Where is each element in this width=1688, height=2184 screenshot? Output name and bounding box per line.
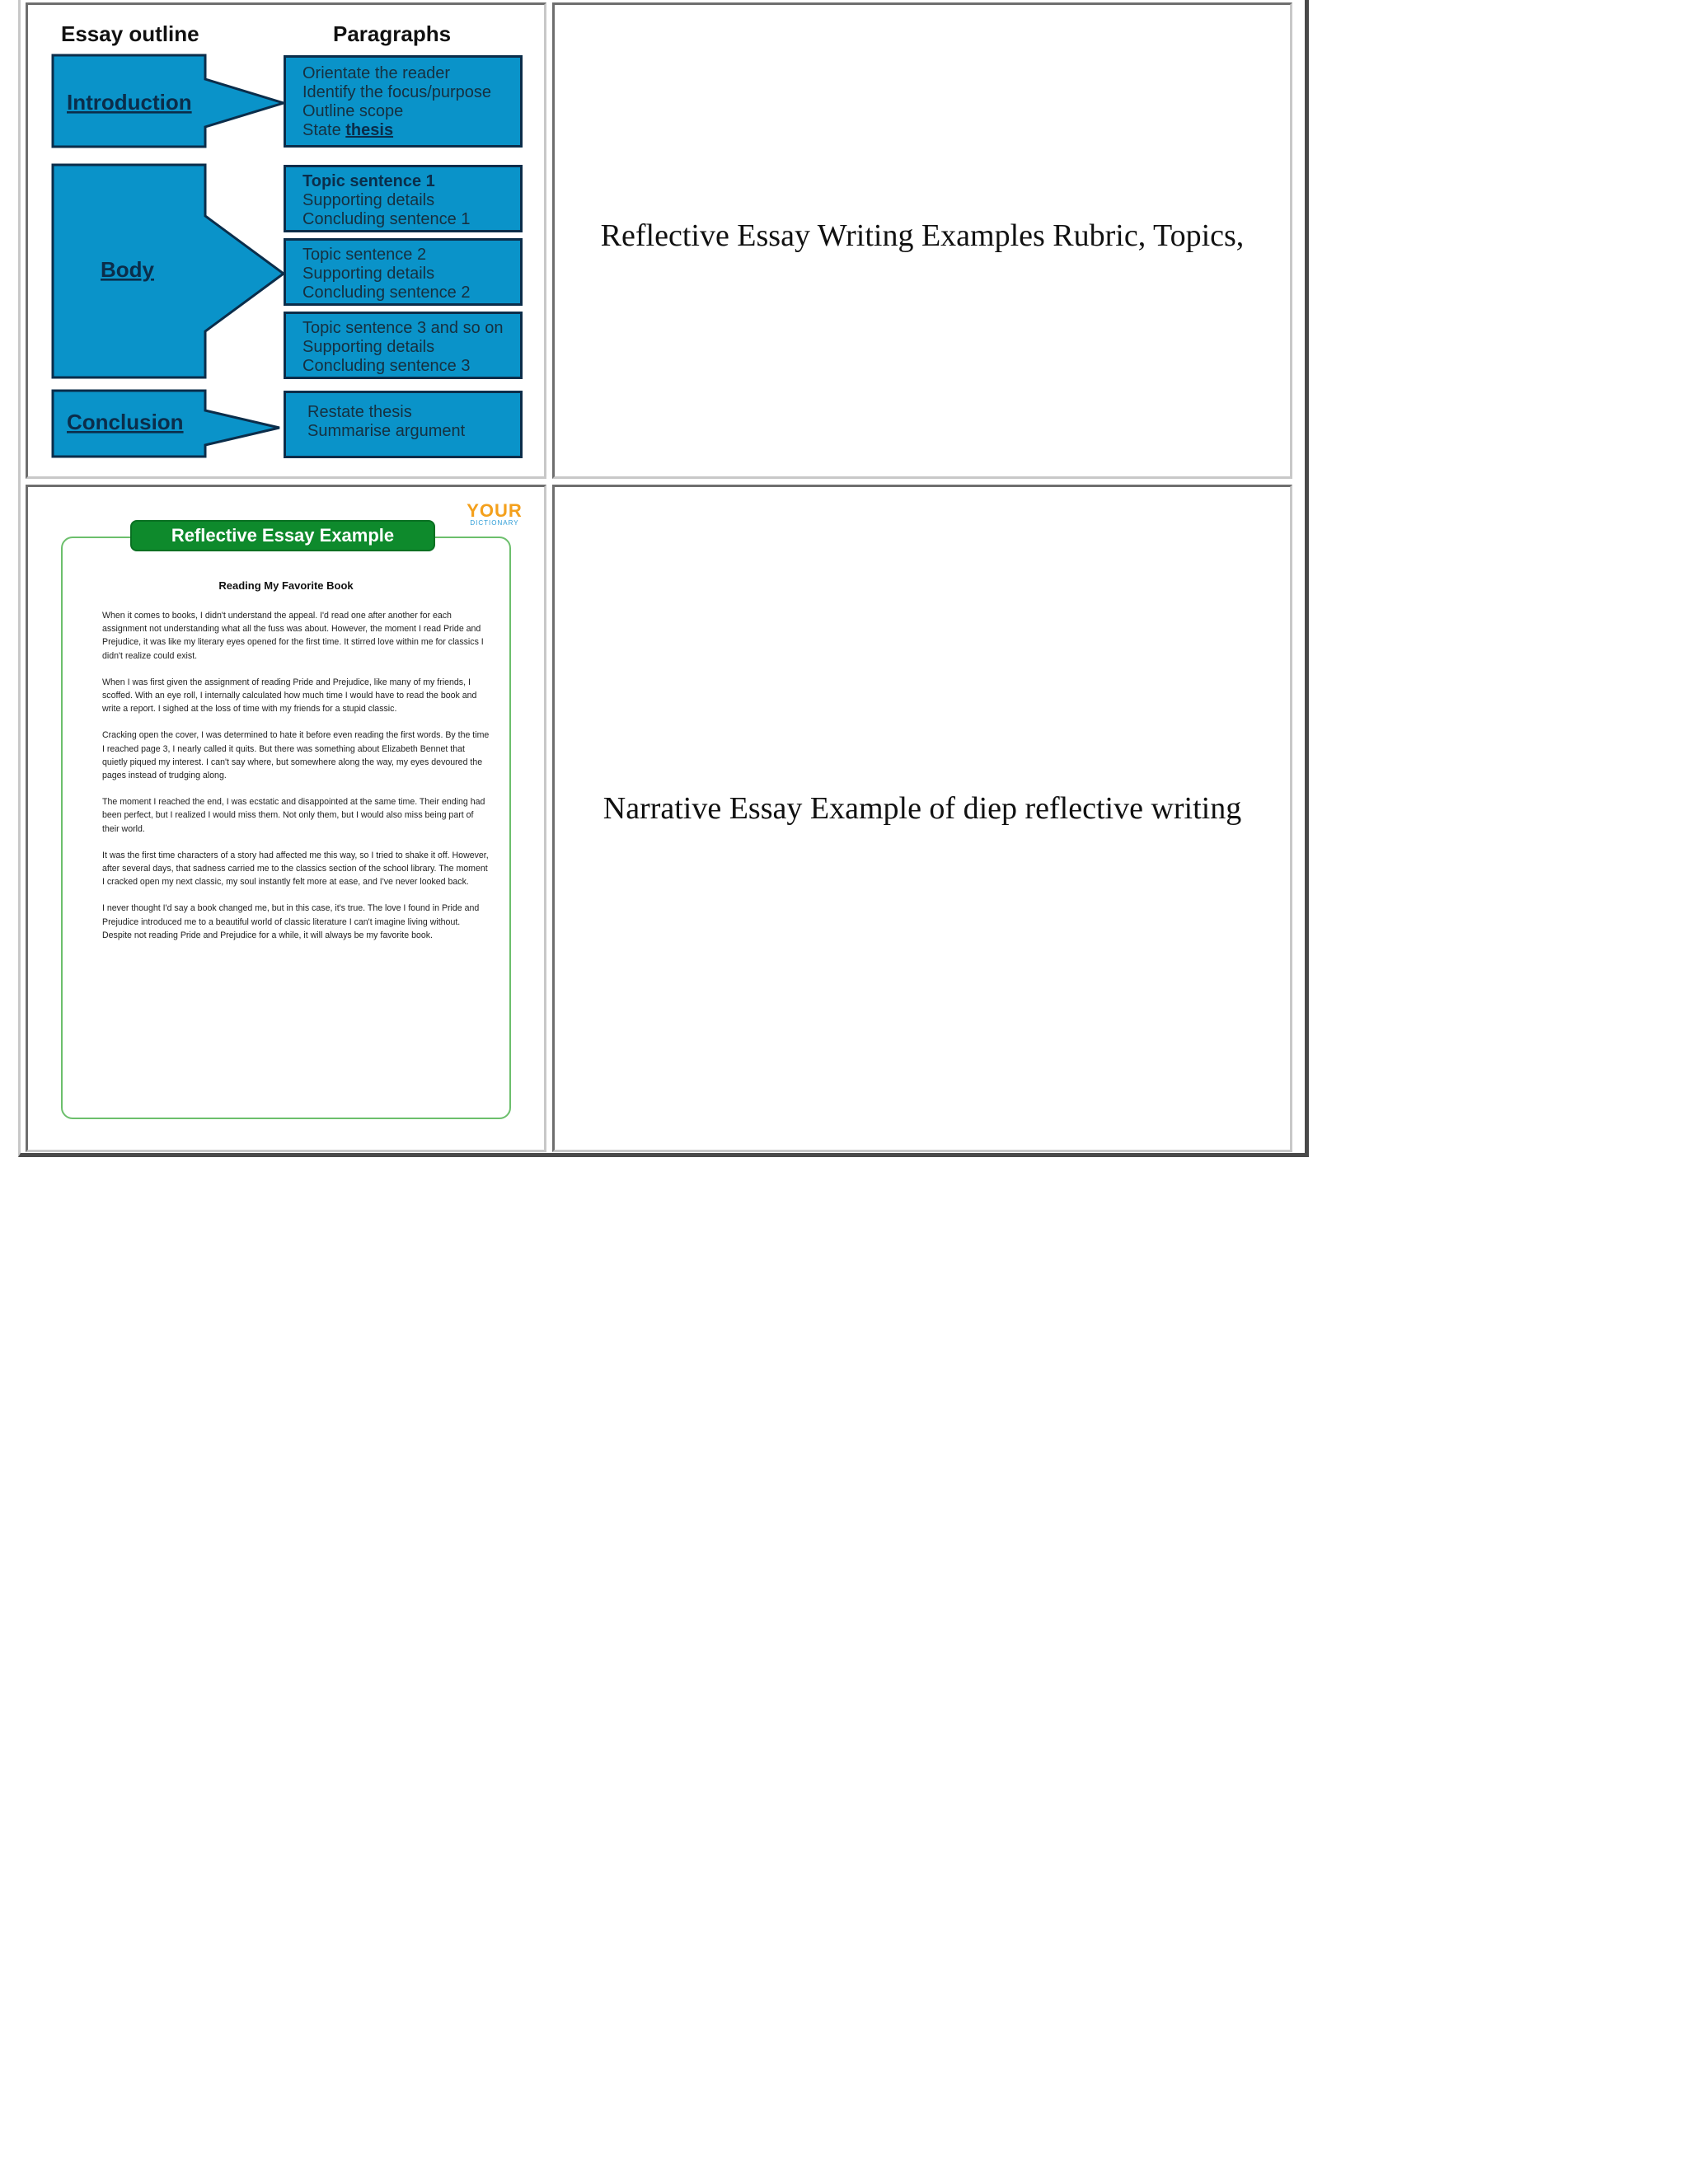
outline-diagram-cell [26, 2, 546, 479]
logo-sub-text: DICTIONARY [470, 519, 519, 527]
essay-paragraph: Cracking open the cover, I was determined to hate it before even reading the first words. By the time I reached page 3, I nearly called it quits. But there was something about Elizabeth Bennet that quietly piqued my interest. I can't say where, but somewhere along the way, my eyes devoured the pages instead of trudging along. [102, 730, 490, 781]
caption-cell-top [552, 2, 1292, 479]
intro-line: Outline scope [302, 102, 404, 120]
body2-line: Supporting details [302, 265, 435, 283]
body2-line: Topic sentence 2 [302, 246, 427, 264]
caption-top: Reflective Essay Writing Examples Rubric, Topics, [600, 218, 1245, 253]
intro-line: Orientate the reader [302, 64, 450, 82]
introduction-box [284, 55, 523, 148]
essay-example-cell [26, 485, 546, 1152]
body-box-1 [284, 165, 523, 232]
essay-paragraph: When I was first given the assignment of reading Pride and Prejudice, like many of my friends, I scoffed. With an eye roll, I internally calculated how much time I would have to read the book and write a report. I sighed at the loss of time with my friends for a stupid classic. [102, 677, 477, 715]
introduction-label: Introduction [67, 90, 192, 115]
essay-title: Reading My Favorite Book [218, 579, 354, 592]
essay-outline-diagram [28, 5, 544, 476]
conclusion-box [284, 391, 523, 458]
essay-paragraph: I never thought I'd say a book changed me, but in this case, it's true. The love I found in Pride and Prejudice introduced me to a beautiful world of classic literature I can't imagine living without. Despite not reading Pride and Prejudice for a while, it will always be my favorite book. [102, 903, 480, 940]
body1-line: Supporting details [302, 191, 435, 209]
conclusion-label: Conclusion [67, 410, 184, 434]
body-box-3 [284, 312, 523, 379]
logo-main-text: YOUR [467, 500, 523, 521]
body3-line: Topic sentence 3 and so on [302, 319, 504, 337]
body1-line: Concluding sentence 1 [302, 210, 471, 228]
image-table [18, 0, 1309, 1157]
essay-paragraph: When it comes to books, I didn't understand the appeal. I'd read one after another for each assignment not understanding what all the fuss was about. However, the moment I read Pride and Prejudice, it was like my literary eyes opened for the first time. It stirred love within me for classics I didn't realize could exist. [102, 611, 484, 661]
body1-line: Topic sentence 1 [302, 172, 435, 190]
thesis-word: thesis [345, 121, 394, 139]
body-box-2 [284, 238, 523, 306]
essay-body [102, 609, 490, 955]
paragraphs-heading: Paragraphs [333, 21, 452, 46]
intro-line: Identify the focus/purpose [302, 83, 492, 101]
conclusion-line: Restate thesis [307, 403, 412, 421]
essay-paragraph: It was the first time characters of a story had affected me this way, so I tried to shake it off. However, after several days, that sadness carried me to the classics section of the school library. The moment I cracked open my next classic, my soul instantly felt more at ease, and I've never looked back. [102, 850, 489, 888]
reflective-essay-image [28, 487, 544, 1150]
caption-cell-bottom [552, 485, 1292, 1152]
essay-paragraph: The moment I reached the end, I was ecstatic and disappointed at the same time. Their ending had been perfect, but I realized I would miss them. Not only them, but I would also miss being part of their world. [102, 797, 485, 834]
body-arrow-shape [53, 165, 284, 377]
body3-line: Supporting details [302, 338, 435, 356]
intro-line: State thesis [302, 121, 394, 139]
yourdictionary-logo [462, 500, 528, 527]
conclusion-line: Summarise argument [307, 422, 466, 440]
body3-line: Concluding sentence 3 [302, 357, 471, 375]
outline-heading: Essay outline [61, 21, 199, 46]
essay-banner: Reflective Essay Example [130, 520, 435, 551]
body-label: Body [101, 257, 154, 282]
caption-bottom: Narrative Essay Example of diep reflective writing [603, 791, 1242, 826]
body2-line: Concluding sentence 2 [302, 284, 471, 302]
